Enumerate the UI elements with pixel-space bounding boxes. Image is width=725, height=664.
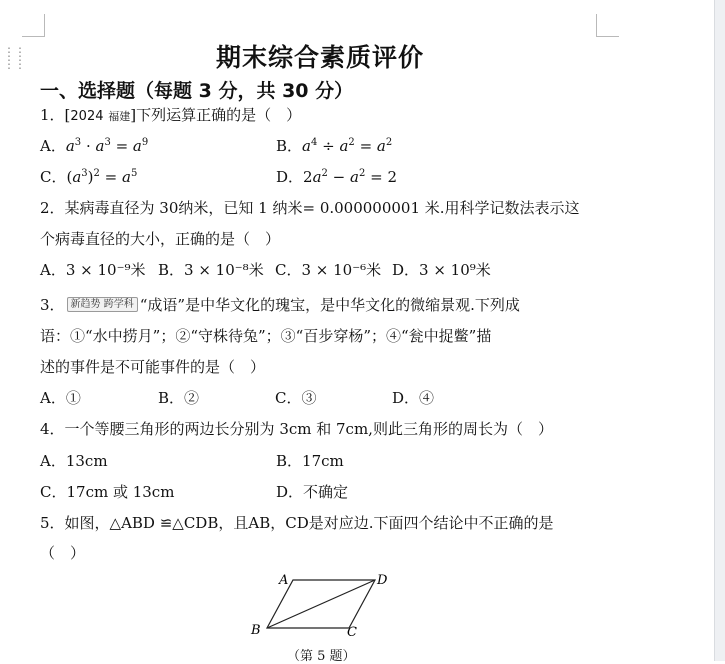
question-1-stem: 1．[2024 福建]下列运算正确的是（ ）	[40, 106, 302, 124]
question-3-option-b: B．②	[158, 389, 200, 407]
question-5-stem-line-2: （ ）	[40, 544, 86, 562]
parallelogram-figure	[245, 570, 395, 642]
page-corner-mark-left	[22, 14, 45, 37]
figure-caption: （第 5 题）	[287, 649, 356, 664]
question-4-option-a: A．13cm	[40, 452, 108, 470]
vertex-label-c: C	[347, 625, 357, 640]
question-3-stem-line-3: 述的事件是不可能事件的是（ ）	[40, 358, 266, 376]
question-1-option-b: B．$a^4 \div a^2 = a^2$	[276, 137, 393, 155]
vertex-label-a: A	[279, 573, 289, 588]
question-2-stem-line-1: 2．某病毒直径为 30纳米，已知 1 纳米= 0.000000001 米.用科学记数法表示这	[40, 199, 580, 217]
question-3-option-d: D．④	[392, 389, 435, 407]
page-right-margin	[714, 0, 725, 661]
question-3-option-a: A．①	[40, 389, 81, 407]
question-2-option-a: A．3 × 10⁻⁹米	[40, 261, 146, 279]
vertex-label-b: B	[251, 623, 261, 638]
question-3-stem-line-2: 语：①“水中捞月”；②“守株待兔”；③“百步穿杨”；④“瓮中捉鳖”描	[40, 327, 492, 345]
question-2-option-d: D．3 × 10⁹米	[392, 261, 491, 279]
new-trend-tag: 新趋势 跨学科	[67, 297, 138, 312]
question-4-option-b: B．17cm	[276, 452, 344, 470]
question-2-stem-line-2: 个病毒直径的大小，正确的是（ ）	[40, 230, 281, 248]
question-4-option-c: C．17cm 或 13cm	[40, 483, 175, 501]
question-3-option-c: C．③	[275, 389, 317, 407]
question-2-option-c: C．3 × 10⁻⁶米	[275, 261, 382, 279]
question-1-option-c: C．$(a^3)^2 = a^5$	[40, 168, 138, 186]
drag-handle-icon[interactable]: ⋮⋮ ⋮⋮	[3, 45, 25, 71]
question-4-stem: 4．一个等腰三角形的两边长分别为 3cm 和 7cm,则此三角形的周长为（ ）	[40, 420, 553, 438]
page-title: 期末综合素质评价	[215, 43, 424, 72]
question-1-option-d: D．$2a^2 - a^2 = 2$	[276, 168, 397, 186]
question-4-option-d: D．不确定	[276, 483, 349, 501]
section-heading: 一、选择题（每题 3 分，共 30 分）	[40, 80, 354, 102]
question-1-year: 2024	[70, 109, 104, 124]
question-5-stem-line-1: 5．如图，△ABD ≌△CDB，且AB，CD是对应边.下面四个结论中不正确的是	[40, 514, 554, 532]
question-2-option-b: B．3 × 10⁻⁸米	[158, 261, 264, 279]
question-1-source: 福建	[108, 110, 131, 123]
question-1-option-a: A．$a^3 \cdot a^3 = a^9$	[40, 137, 149, 155]
vertex-label-d: D	[377, 573, 388, 588]
page-corner-mark-right	[596, 14, 619, 37]
question-3-stem-line-1: 3． 新趋势 跨学科 “成语”是中华文化的瑰宝，是中华文化的微缩景观.下列成	[40, 296, 520, 314]
